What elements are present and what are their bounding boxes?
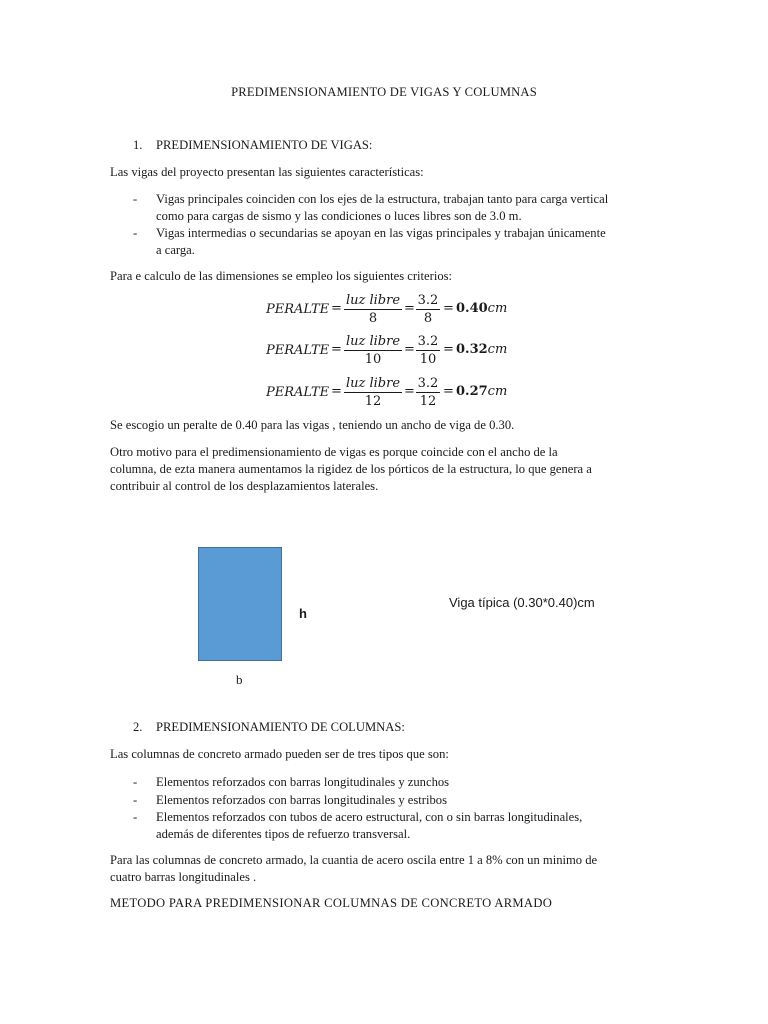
bullet-dash: - xyxy=(133,810,138,824)
cuantia-line: Para las columnas de concreto armado, la cuantia de acero oscila entre 1 a 8% con un minimo de xyxy=(110,853,598,867)
result-unit: cm xyxy=(487,384,508,399)
fraction-numerator: luz libre xyxy=(345,293,401,308)
equals-sign: = xyxy=(331,301,342,316)
beam-width-label: b xyxy=(236,672,243,687)
beam-caption: Viga típica (0.30*0.40)cm xyxy=(449,595,595,610)
beam-section-rectangle xyxy=(198,547,282,661)
fraction-numerator: 3.2 xyxy=(417,376,439,391)
method-heading: METODO PARA PREDIMENSIONAR COLUMNAS DE CONCRETO ARMADO xyxy=(110,896,553,910)
document-title: PREDIMENSIONAMIENTO DE VIGAS Y COLUMNAS xyxy=(231,85,537,99)
cuantia-line: cuatro barras longitudinales . xyxy=(110,870,257,884)
bullet-dash: - xyxy=(133,192,138,206)
equals-sign: = xyxy=(331,342,342,357)
reason-line: Otro motivo para el predimensionamiento de vigas es porque coincide con el ancho de la xyxy=(110,445,558,459)
fraction-denominator: 10 xyxy=(364,352,382,367)
fraction-denominator: 8 xyxy=(368,311,378,326)
bullet-text-line: Vigas principales coinciden con los ejes de la estructura, trabajan tanto para carga vertical xyxy=(156,192,609,206)
fraction xyxy=(416,333,440,368)
equation-result xyxy=(456,342,507,357)
criteria-text: Para e calculo de las dimensiones se empleo los siguientes criterios: xyxy=(110,269,453,283)
fraction-numerator: 3.2 xyxy=(417,334,439,349)
bullet-text-line: Vigas intermedias o secundarias se apoyan en las vigas principales y trabajan únicamente xyxy=(156,226,606,240)
bullet-text-line: además de diferentes tipos de refuerzo transversal. xyxy=(156,827,411,841)
section1-number: 1. xyxy=(133,138,143,152)
equation-lhs: PERALTE xyxy=(266,343,330,358)
section2-number: 2. xyxy=(133,720,143,734)
result-unit: cm xyxy=(487,342,508,357)
section2-heading: PREDIMENSIONAMIENTO DE COLUMNAS: xyxy=(156,720,405,734)
equals-sign: = xyxy=(404,301,415,316)
bullet-text-line: como para cargas de sismo y las condiciones o luces libres son de 3.0 m. xyxy=(156,209,522,223)
result-value: 0.27 xyxy=(456,384,488,399)
bullet-dash: - xyxy=(133,226,138,240)
fraction xyxy=(416,292,440,327)
fraction-denominator: 8 xyxy=(423,311,433,326)
result-value: 0.32 xyxy=(456,342,488,357)
beam-height-label: h xyxy=(299,606,307,621)
bullet-text-line: a carga. xyxy=(156,243,195,257)
fraction-numerator: luz libre xyxy=(345,376,401,391)
equation-result xyxy=(456,301,507,316)
equation-peralte-12 xyxy=(0,375,768,411)
result-value: 0.40 xyxy=(456,301,488,316)
equals-sign: = xyxy=(443,384,454,399)
equals-sign: = xyxy=(404,384,415,399)
bullet-text-line: Elementos reforzados con barras longitudinales y estribos xyxy=(156,793,447,807)
equation-lhs: PERALTE xyxy=(266,385,330,400)
section1-intro: Las vigas del proyecto presentan las siguientes características: xyxy=(110,165,424,179)
bullet-dash: - xyxy=(133,775,138,789)
bullet-text-line: Elementos reforzados con tubos de acero estructural, con o sin barras longitudinales, xyxy=(156,810,583,824)
fraction-denominator: 12 xyxy=(364,394,382,409)
fraction-numerator: luz libre xyxy=(345,334,401,349)
reason-line: columna, de ezta manera aumentamos la rigidez de los pórticos de la estructura, lo que genera a xyxy=(110,462,592,476)
bullet-dash: - xyxy=(133,793,138,807)
equation-peralte-10 xyxy=(0,333,768,369)
fraction xyxy=(344,292,402,327)
equals-sign: = xyxy=(404,342,415,357)
equation-lhs: PERALTE xyxy=(266,302,330,317)
fraction-denominator: 12 xyxy=(419,394,437,409)
equals-sign: = xyxy=(331,384,342,399)
result-unit: cm xyxy=(487,301,508,316)
equals-sign: = xyxy=(443,301,454,316)
equals-sign: = xyxy=(443,342,454,357)
reason-line: contribuir al control de los desplazamientos laterales. xyxy=(110,479,379,493)
fraction xyxy=(344,375,402,410)
equation-peralte-8 xyxy=(0,292,768,328)
fraction xyxy=(416,375,440,410)
section2-intro: Las columnas de concreto armado pueden ser de tres tipos que son: xyxy=(110,747,449,761)
fraction-denominator: 10 xyxy=(419,352,437,367)
choice-text: Se escogio un peralte de 0.40 para las vigas , teniendo un ancho de viga de 0.30. xyxy=(110,418,515,432)
fraction xyxy=(344,333,402,368)
section1-heading: PREDIMENSIONAMIENTO DE VIGAS: xyxy=(156,138,373,152)
equation-result xyxy=(456,384,507,399)
fraction-numerator: 3.2 xyxy=(417,293,439,308)
bullet-text-line: Elementos reforzados con barras longitudinales y zunchos xyxy=(156,775,450,789)
